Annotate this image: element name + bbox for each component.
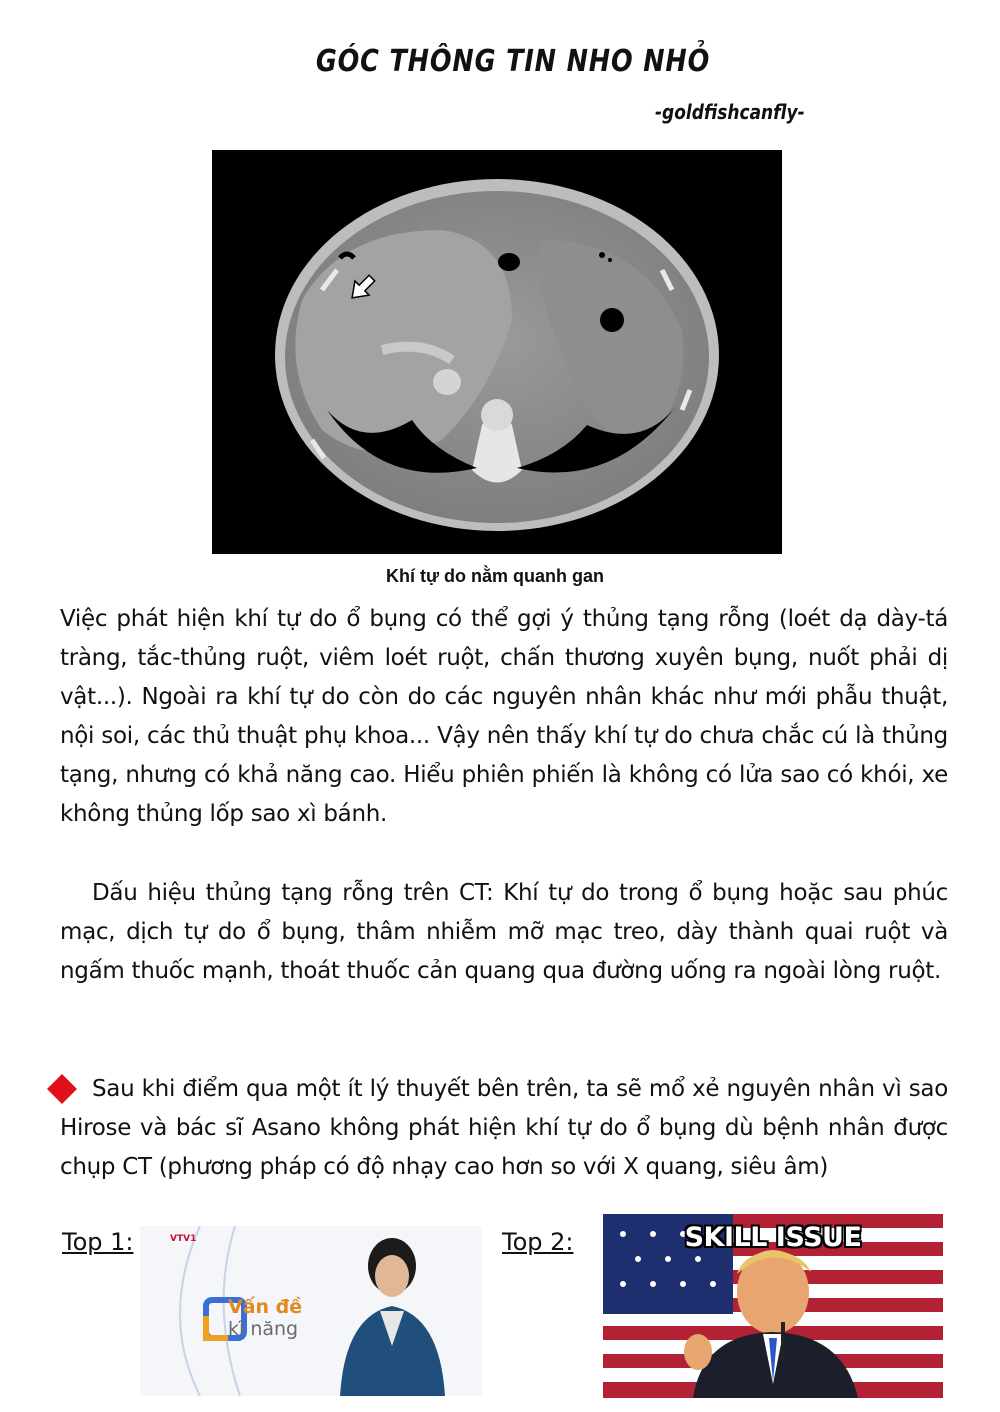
- meme-caption: SKILL ISSUE: [684, 1222, 862, 1253]
- paragraph-2: Dấu hiệu thủng tạng rỗng trên CT: Khí tự do trong ổ bụng hoặc sau phúc mạc, dịch tự do ổ bụng, thâm nhiễm mỡ mạc treo, dày thành quai ruột và ngấm thuốc mạnh, thoát thuốc cản quang qua đường uống ra ngoài lòng ruột.: [60, 880, 948, 984]
- image-caption: Khí tự do nằm quanh gan: [385, 566, 605, 586]
- ct-scan-image: [212, 150, 782, 554]
- top2-meme-image: [603, 1214, 943, 1398]
- top1-image: [140, 1226, 482, 1396]
- show-title-line1: Vấn đề: [228, 1296, 303, 1318]
- author-signature: -goldfishcanfly-: [655, 100, 805, 124]
- top2-label: Top 2:: [502, 1228, 574, 1256]
- page-title: GÓC THÔNG TIN NHO NHỎ: [315, 44, 711, 79]
- show-title: [228, 1296, 302, 1340]
- paragraph-3: Sau khi điểm qua một ít lý thuyết bên trên, ta sẽ mổ xẻ nguyên nhân vì sao Hirose và bác sĩ Asano không phát hiện khí tự do ổ bụng dù bệnh nhân được chụp CT (phương pháp có độ nhạy cao hơn so với X quang, siêu âm): [60, 1076, 948, 1180]
- tv-show-background-icon: [140, 1226, 482, 1396]
- ct-scan-icon: [212, 150, 782, 554]
- top1-label: Top 1:: [62, 1228, 134, 1256]
- vtv1-logo: VTV1: [170, 1234, 197, 1244]
- show-title-line2: kĩ năng: [228, 1318, 299, 1340]
- paragraph-1: Việc phát hiện khí tự do ổ bụng có thể gợi ý thủng tạng rỗng (loét dạ dày-tá tràng, tắc-thủng ruột, viêm loét ruột, chấn thương xuyên bụng, nuốt phải dị vật...). Ngoài ra khí tự do còn do các nguyên nhân khác như mới phẫu thuật, nội soi, các thủ thuật phụ khoa... Vậy nên thấy khí tự do chưa chắc cú là thủng tạng, nhưng có khả năng cao. Hiểu phiên phiến là không có lửa sao có khói, xe không thủng lốp sao xì bánh.: [60, 606, 948, 827]
